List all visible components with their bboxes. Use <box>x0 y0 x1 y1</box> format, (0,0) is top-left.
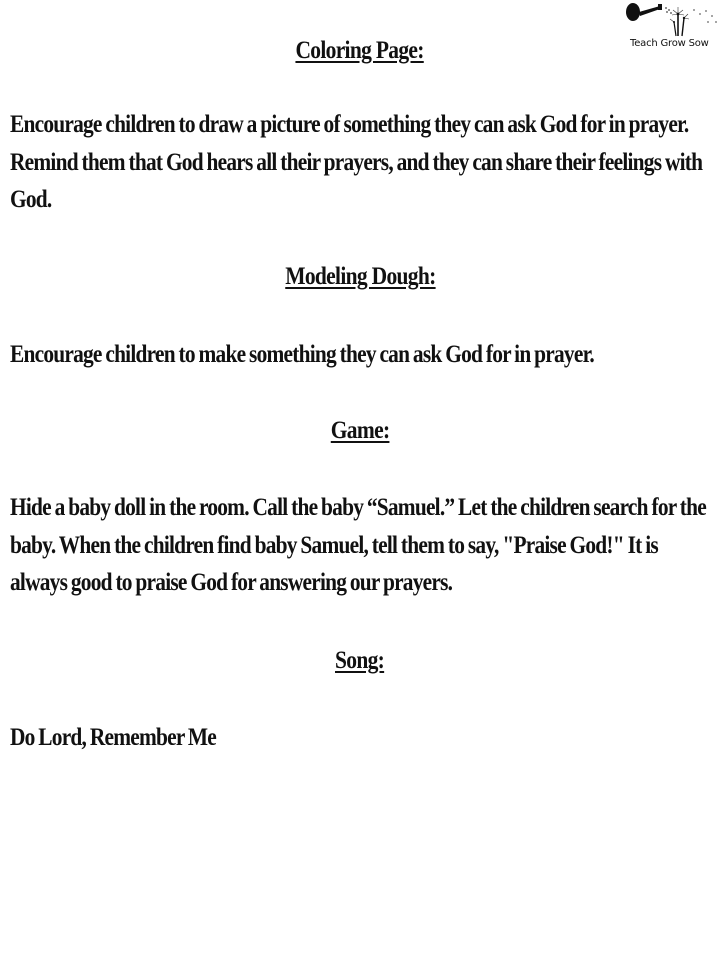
game-text: Hide a baby doll in the room. Call the baby “Samuel.” Let the children search for the baby. When the children find baby Samuel, tell them to say, "Praise God!" It is always good to praise God for answering our prayers. <box>10 494 706 596</box>
song-heading: Song: <box>335 647 385 674</box>
song-title-text: Do Lord, Remember Me <box>10 724 217 751</box>
game-heading: Game: <box>330 417 390 444</box>
coloring-page-heading: Coloring Page: <box>295 37 425 64</box>
modeling-dough-text: Encourage children to make something they can ask God for in prayer. <box>10 341 594 368</box>
logo-text: Teach Grow Sow <box>630 38 709 49</box>
modeling-dough-heading: Modeling Dough: <box>284 263 436 290</box>
coloring-page-text: Encourage children to draw a picture of something they can ask God for in prayer. Remind them that God hears all their prayers, and they can share their feelings with God. <box>10 111 703 213</box>
